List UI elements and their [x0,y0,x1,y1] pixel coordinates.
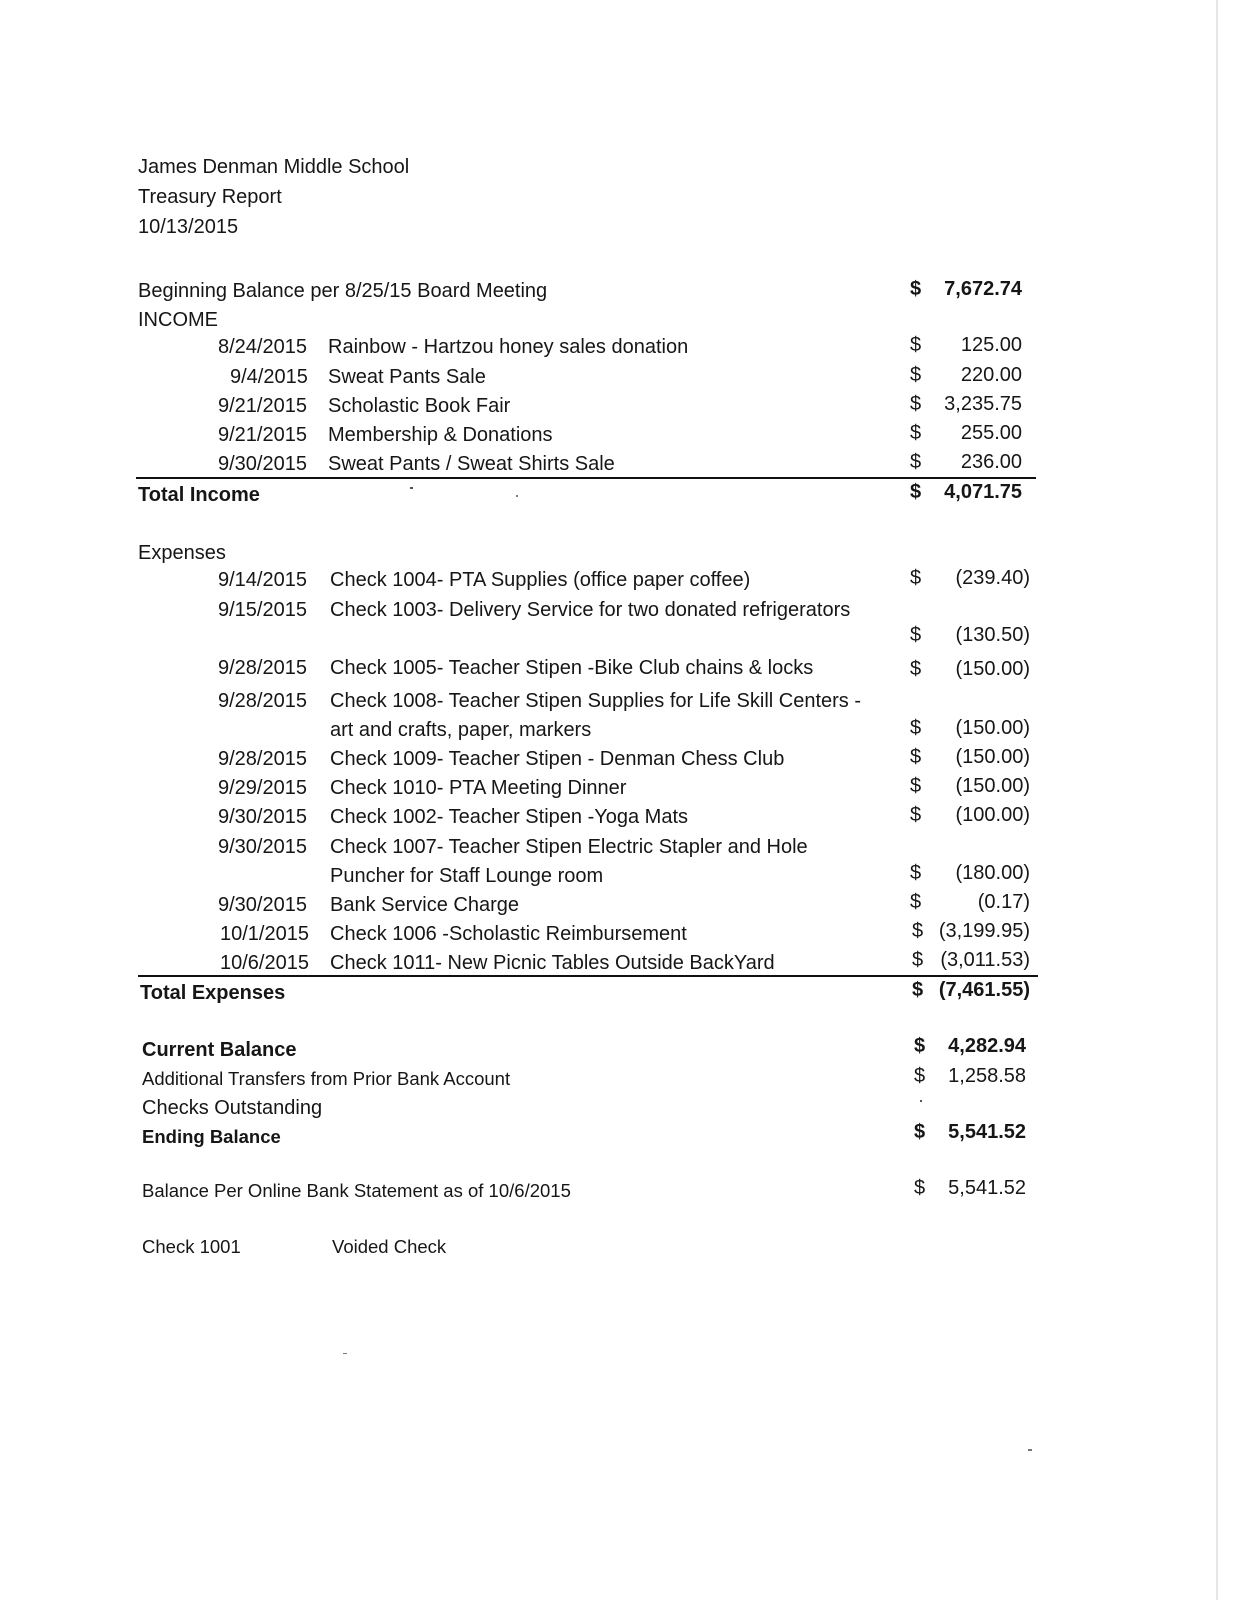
scan-speck [920,1100,922,1102]
expense-desc: Check 1004- PTA Supplies (office paper coffee) [330,569,751,591]
income-amount: 236.00 [960,451,1022,473]
expense-desc: Check 1007- Teacher Stipen Electric Stapler and Hole [330,836,808,858]
online-balance-dollar: $ [914,1177,926,1199]
beginning-balance-label: Beginning Balance per 8/25/15 Board Meeting [138,280,548,302]
expense-date: 9/15/2015 [218,599,307,621]
total-expenses-label: Total Expenses [140,982,286,1004]
expense-desc: Check 1008- Teacher Stipen Supplies for Life Skill Centers - [330,690,862,712]
expense-dollar: $ [910,891,922,913]
income-amount: 3,235.75 [944,393,1022,415]
expense-dollar: $ [910,624,922,646]
voided-check-number: Check 1001 [142,1236,241,1257]
expense-desc: Check 1011- New Picnic Tables Outside BackYard [330,952,775,974]
expense-date: 9/30/2015 [218,836,307,858]
ending-balance-label: Ending Balance [142,1126,281,1147]
school-name: James Denman Middle School [138,156,410,178]
income-dollar: $ [910,451,922,473]
total-income-dollar: $ [910,481,922,503]
income-desc: Membership & Donations [328,424,553,446]
expense-desc: Check 1003- Delivery Service for two donated refrigerators [330,599,851,621]
income-desc: Scholastic Book Fair [328,395,511,417]
income-dollar: $ [910,422,922,444]
total-expenses-dollar: $ [912,979,924,1001]
current-balance-amount: 4,282.94 [948,1035,1026,1057]
expense-desc-continued: art and crafts, paper, markers [330,719,592,741]
expense-dollar: $ [910,717,922,739]
ending-balance-dollar: $ [914,1121,926,1143]
income-date: 9/21/2015 [218,395,307,417]
income-date: 9/30/2015 [218,453,307,475]
additional-transfers-dollar: $ [914,1065,926,1087]
expense-amount: (150.00) [955,775,1030,797]
expense-dollar: $ [910,775,922,797]
scan-speck [1028,1449,1032,1451]
expense-date: 9/28/2015 [218,748,307,770]
expense-date: 10/6/2015 [220,952,309,974]
income-desc: Rainbow - Hartzou honey sales donation [328,336,689,358]
report-title: Treasury Report [138,186,282,208]
income-total-rule [136,477,1036,479]
income-dollar: $ [910,393,922,415]
expense-dollar: $ [910,746,922,768]
expense-amount: (239.40) [955,567,1030,589]
expense-date: 10/1/2015 [220,923,309,945]
current-balance-dollar: $ [914,1035,926,1057]
expenses-total-rule [138,975,1038,977]
expense-amount: (180.00) [955,862,1030,884]
income-amount: 255.00 [960,422,1022,444]
expense-dollar: $ [910,658,922,680]
expense-desc: Check 1009- Teacher Stipen - Denman Chess Club [330,748,785,770]
expense-date: 9/30/2015 [218,894,307,916]
ending-balance-amount: 5,541.52 [948,1121,1026,1143]
expense-desc: Check 1005- Teacher Stipen -Bike Club chains & locks [330,657,814,679]
scan-edge [1216,0,1218,1600]
expense-amount: (130.50) [955,624,1030,646]
expense-dollar: $ [912,920,924,942]
expense-desc: Bank Service Charge [330,894,519,916]
total-income-amount: 4,071.75 [944,481,1022,503]
income-amount: 220.00 [960,364,1022,386]
beginning-balance-amount: 7,672.74 [944,278,1022,300]
expense-dollar: $ [910,567,922,589]
income-dollar: $ [910,364,922,386]
income-amount: 125.00 [960,334,1022,356]
expenses-heading: Expenses [138,542,226,564]
expense-desc: Check 1010- PTA Meeting Dinner [330,777,627,799]
expense-amount: (150.00) [955,746,1030,768]
income-date: 8/24/2015 [218,336,307,358]
report-date: 10/13/2015 [138,216,239,238]
expense-amount: (0.17) [977,891,1030,913]
expense-dollar: $ [912,949,924,971]
expense-dollar: $ [910,804,922,826]
online-balance-label: Balance Per Online Bank Statement as of 10/6/2015 [142,1180,571,1201]
scan-speck [343,1353,347,1354]
additional-transfers-label: Additional Transfers from Prior Bank Account [142,1068,511,1089]
income-heading: INCOME [138,309,218,331]
expense-amount: (3,011.53) [940,949,1030,971]
expense-amount: (3,199.95) [938,920,1030,942]
total-expenses-amount: (7,461.55) [938,979,1030,1001]
expense-date: 9/14/2015 [218,569,307,591]
expense-amount: (100.00) [955,804,1030,826]
expense-amount: (150.00) [955,717,1030,739]
online-balance-amount: 5,541.52 [948,1177,1026,1199]
expense-desc: Check 1002- Teacher Stipen -Yoga Mats [330,806,688,828]
expense-date: 9/28/2015 [218,657,307,679]
checks-outstanding-label: Checks Outstanding [142,1097,323,1119]
scan-speck [516,495,518,497]
expense-desc-continued: Puncher for Staff Lounge room [330,865,604,887]
income-date: 9/4/2015 [230,366,308,388]
voided-check-note: Voided Check [332,1236,447,1257]
expense-amount: (150.00) [955,658,1030,680]
beginning-balance-dollar: $ [910,278,922,300]
income-desc: Sweat Pants / Sweat Shirts Sale [328,453,615,475]
income-dollar: $ [910,334,922,356]
expense-dollar: $ [910,862,922,884]
expense-date: 9/29/2015 [218,777,307,799]
current-balance-label: Current Balance [142,1039,297,1061]
expense-date: 9/28/2015 [218,690,307,712]
total-income-label: Total Income [138,484,260,506]
scan-speck [410,487,413,489]
expense-desc: Check 1006 -Scholastic Reimbursement [330,923,687,945]
income-desc: Sweat Pants Sale [328,366,486,388]
additional-transfers-amount: 1,258.58 [948,1065,1026,1087]
income-date: 9/21/2015 [218,424,307,446]
expense-date: 9/30/2015 [218,806,307,828]
